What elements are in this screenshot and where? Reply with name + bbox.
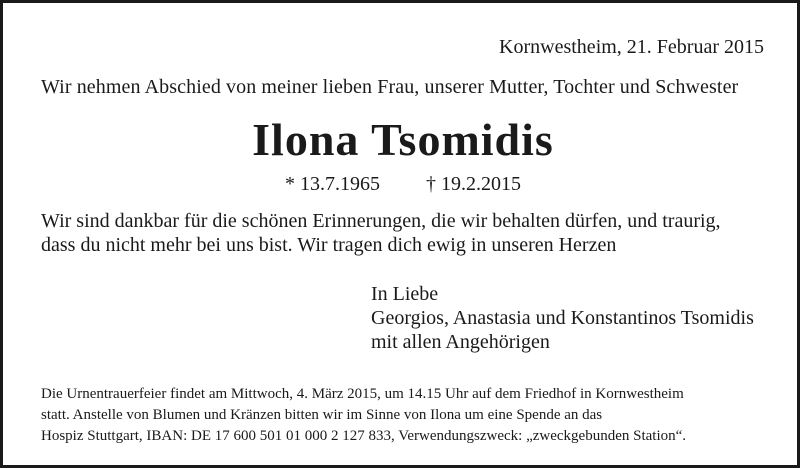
funeral-info-line: Die Urnentrauerfeier findet am Mittwoch, 4. März 2015, um 14.15 Uhr auf dem Friedhof in Kornwestheim bbox=[41, 386, 684, 402]
message-line: dass du nicht mehr bei uns bist. Wir tragen dich ewig in unseren Herzen bbox=[41, 234, 617, 256]
death-date: † 19.2.2015 bbox=[426, 173, 521, 195]
intro-text: Wir nehmen Abschied von meiner lieben Frau, unserer Mutter, Tochter und Schwester bbox=[41, 76, 739, 98]
birth-date: * 13.7.1965 bbox=[285, 173, 380, 195]
signature-line: mit allen Angehörigen bbox=[371, 331, 550, 353]
funeral-info-line: Hospiz Stuttgart, IBAN: DE 17 600 501 01 000 2 127 833, Verwendungszweck: „zweckgebunden Station“. bbox=[41, 428, 687, 444]
signature-line: In Liebe bbox=[371, 283, 439, 305]
funeral-info bbox=[41, 384, 686, 447]
message-text bbox=[41, 209, 721, 257]
dateline: Kornwestheim, 21. Februar 2015 bbox=[499, 36, 764, 58]
life-dates bbox=[3, 173, 800, 196]
message-line: Wir sind dankbar für die schönen Erinnerungen, die wir behalten dürfen, und traurig, bbox=[41, 210, 721, 232]
signature-block bbox=[371, 282, 754, 354]
funeral-info-line: statt. Anstelle von Blumen und Kränzen bitten wir im Sinne von Ilona um eine Spende an das bbox=[41, 407, 603, 423]
signature-line: Georgios, Anastasia und Konstantinos Tsomidis bbox=[371, 307, 754, 329]
deceased-name: Ilona Tsomidis bbox=[252, 114, 554, 165]
